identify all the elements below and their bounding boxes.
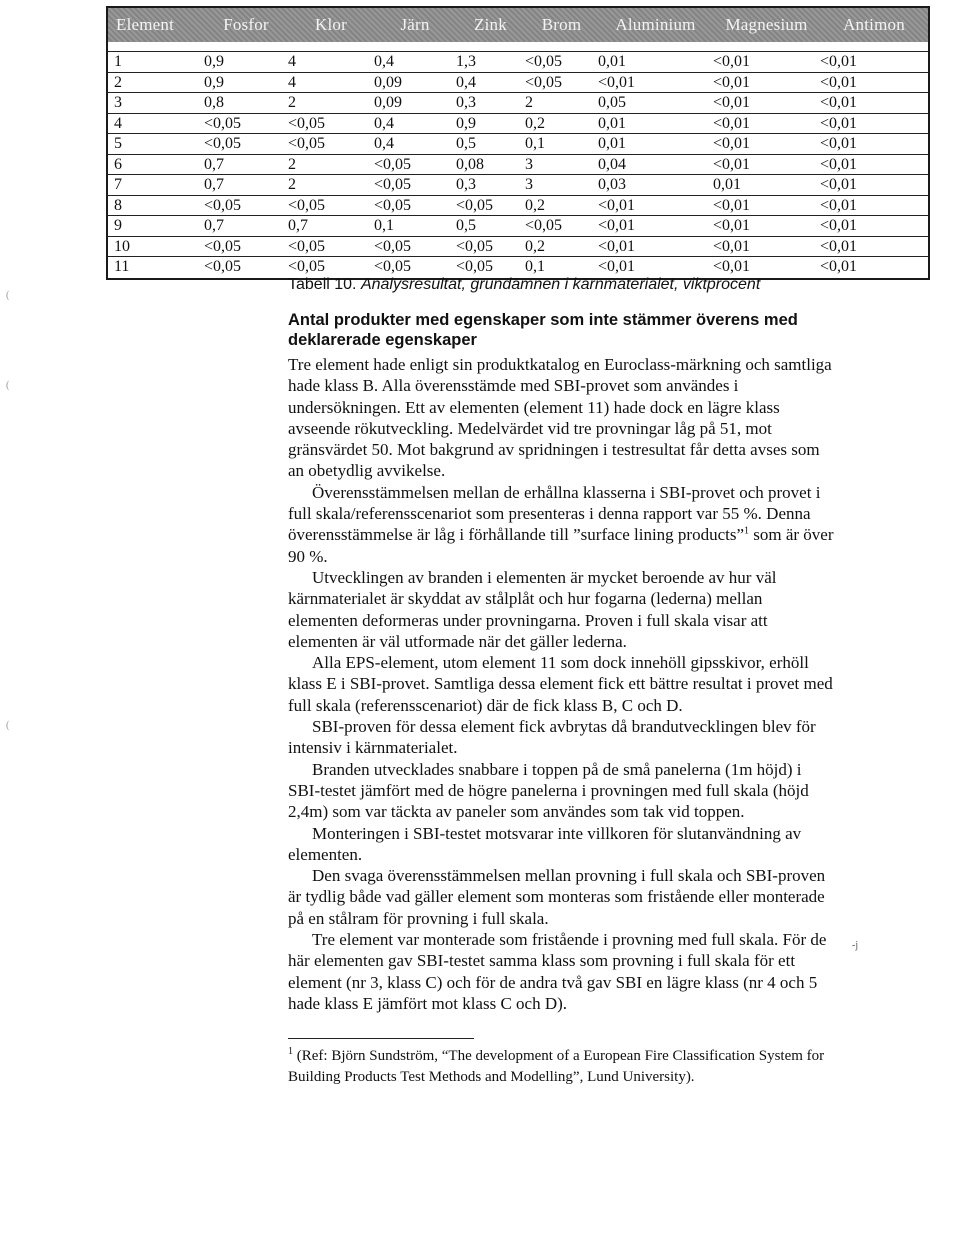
table-cell: <0,01	[820, 217, 858, 234]
table-cell: <0,05	[456, 258, 494, 275]
table-cell: 0,4	[374, 114, 394, 132]
table-cell: 4	[114, 114, 122, 132]
table-cell: <0,01	[598, 217, 636, 234]
table-cell: 2	[114, 73, 122, 91]
table-cell: <0,01	[820, 155, 858, 173]
scan-mark: (	[6, 290, 10, 301]
paragraph: Tre element var monterade som fristående i provning med full skala. För de här elementen gav SBI-testet samma klass som provning i full skala för ett element (nr 3, klass C) och för de andra två gav SBI en lägre klass (nr 4 och 5 hade klass E jämfört mot klass C och D).	[288, 930, 827, 1013]
table-cell: 1,3	[456, 53, 476, 70]
table-row	[108, 155, 928, 176]
table-cell: 1	[114, 53, 122, 70]
table-cell: 0,1	[525, 135, 545, 152]
table-cell: <0,05	[204, 135, 242, 152]
table-cell: 4	[288, 73, 296, 91]
table-row	[108, 52, 928, 73]
paragraph: Alla EPS-element, utom element 11 som dock innehöll gipsskivor, erhöll klass E i SBI-provet. Samtliga dessa element fick ett bättre resultat i provet med full skala (referensscenariot) där de fick klass B, C och D.	[288, 653, 833, 715]
table-cell: <0,05	[204, 114, 242, 132]
table-row	[108, 196, 928, 217]
footnote	[288, 1046, 848, 1088]
table-row	[108, 237, 928, 258]
table-cell: 0,3	[456, 176, 476, 193]
table-cell: <0,05	[288, 196, 326, 214]
table-cell: 4	[288, 53, 296, 70]
footnote-marker: 1	[288, 1046, 293, 1057]
table-cell: 0,9	[456, 114, 476, 132]
table-cell: <0,01	[713, 135, 751, 152]
table-cell: <0,01	[820, 176, 858, 193]
table-cell: <0,05	[374, 258, 412, 275]
table-cell: <0,01	[713, 94, 751, 111]
table-cell: <0,01	[713, 217, 751, 234]
column-header: Brom	[541, 15, 582, 34]
table-row	[108, 257, 928, 278]
table-cell: 0,01	[598, 114, 626, 132]
table-cell: <0,01	[820, 114, 858, 132]
table-cell: <0,01	[820, 94, 858, 111]
column-header: Fosfor	[223, 15, 269, 34]
table-cell: 11	[114, 258, 130, 275]
scan-mark: (	[6, 720, 10, 731]
table-cell: <0,01	[598, 258, 636, 275]
table-cell: 0,01	[598, 53, 626, 70]
caption-label: Tabell 10.	[288, 276, 357, 293]
table-cell: <0,05	[288, 237, 326, 255]
scan-mark: (	[6, 380, 10, 391]
table-cell: 2	[288, 94, 296, 111]
table-cell: <0,05	[456, 196, 494, 214]
table-row	[108, 216, 928, 237]
table-cell: 0,7	[204, 217, 224, 234]
table-cell: <0,05	[456, 237, 494, 255]
table-spacer	[108, 42, 928, 52]
paragraph: SBI-proven för dessa element fick avbrytas då brandutvecklingen blev för intensiv i kärnmaterialet.	[288, 717, 816, 758]
column-header: Klor	[315, 15, 347, 34]
paragraph: Den svaga överensstämmelsen mellan provning i full skala och SBI-proven är tydlig både vad gäller element som monteras som fristående eller monterade på en stålram för provning i full skala.	[288, 866, 826, 928]
table-cell: <0,05	[525, 73, 563, 91]
table-row	[108, 93, 928, 114]
column-header: Element	[116, 15, 175, 34]
table-cell: 0,7	[288, 217, 308, 234]
table-cell: 2	[525, 94, 533, 111]
scan-mark: -j	[852, 940, 859, 951]
table-header-row	[108, 8, 928, 42]
paragraph: Tre element hade enligt sin produktkatalog en Euroclass-märkning och samtliga hade klass B. Alla överensstämde med SBI-provet som användes i undersökningen. Ett av elementen (element 11) hade dock en lägre klass avseende rökutveckling. Medelvärdet vid tre provningar låg på 51, mot gränsvärdet 50. Mot bakgrund av spridningen i testresultat får detta avses som an obetydlig avvikelse.	[288, 355, 832, 481]
table-cell: <0,05	[525, 53, 563, 70]
table-cell: 6	[114, 155, 122, 173]
paragraph-text: som är över 90 %.	[288, 525, 834, 566]
table-cell: 0,9	[204, 73, 224, 91]
table-cell: <0,05	[288, 114, 326, 132]
table-cell: 0,3	[456, 94, 476, 111]
table-cell: <0,05	[288, 258, 326, 275]
table-cell: <0,01	[820, 196, 858, 214]
table-cell: 0,09	[374, 73, 402, 91]
table-cell: 10	[114, 237, 130, 255]
table-cell: 0,1	[374, 217, 394, 234]
table-cell: 0,03	[598, 176, 626, 193]
table-cell: 0,9	[204, 53, 224, 70]
table-cell: 0,1	[525, 258, 545, 275]
column-header: Aluminium	[615, 15, 696, 34]
footnote-reference: 1	[744, 525, 750, 537]
column-header: Järn	[400, 15, 430, 34]
table-cell: 0,5	[456, 217, 476, 234]
table-cell: 0,2	[525, 196, 545, 214]
table-cell: <0,01	[820, 53, 858, 70]
table-cell: 5	[114, 135, 122, 152]
table-cell: 3	[114, 94, 122, 111]
table-cell: <0,05	[204, 237, 242, 255]
paragraph: Branden utvecklades snabbare i toppen på de små panelerna (1m höjd) i SBI-testet jämfört med de högre panelerna i provningen med full skala (höjd 2,4m) som var täckta av paneler som användes som tak vid toppen.	[288, 759, 809, 822]
table-row	[108, 73, 928, 94]
table-cell: 0,09	[374, 94, 402, 111]
table-cell: 0,05	[598, 94, 626, 111]
table-cell: <0,01	[713, 258, 751, 275]
paragraph-text: Överensstämmelsen mellan de erhållna klasserna i SBI-provet och provet i full skala/referensscenariot som presenteras i denna rapport var 55 %. Denna överensstämmelse är låg i förhållande till ”surface lining products”	[288, 482, 821, 545]
table-cell: <0,05	[204, 258, 242, 275]
table-cell: <0,01	[820, 237, 858, 255]
table-row	[108, 114, 928, 135]
table-cell: 0,7	[204, 155, 224, 173]
table-cell: <0,05	[204, 196, 242, 214]
table-cell: <0,05	[374, 176, 412, 193]
table-cell: 3	[525, 176, 533, 193]
table-cell: 0,01	[598, 135, 626, 152]
table-cell: 0,04	[598, 155, 626, 173]
table-cell: 0,4	[456, 73, 476, 91]
table-cell: 0,7	[204, 176, 224, 193]
table-cell: <0,01	[713, 155, 751, 173]
table-cell: 0,8	[204, 94, 224, 111]
table-cell: 0,2	[525, 114, 545, 132]
analysis-table	[106, 6, 930, 280]
paragraph	[288, 482, 836, 567]
table-cell: <0,01	[598, 73, 636, 91]
table-cell: <0,01	[820, 258, 858, 275]
table-cell: <0,01	[713, 73, 751, 91]
table-cell: <0,05	[374, 196, 412, 214]
section-heading: Antal produkter med egenskaper som inte stämmer överens med deklarerade egenskaper	[288, 311, 798, 349]
table-cell: 0,2	[525, 237, 545, 255]
table-cell: <0,01	[713, 237, 751, 255]
table-cell: <0,05	[374, 155, 412, 173]
body-text	[288, 354, 836, 1014]
footnote-divider	[288, 1038, 474, 1039]
column-header: Zink	[474, 15, 507, 34]
table-cell: 0,08	[456, 155, 484, 173]
table-cell: 0,01	[713, 176, 741, 193]
table-row	[108, 134, 928, 155]
table-cell: <0,01	[713, 114, 751, 132]
table-cell: 8	[114, 196, 122, 214]
column-header: Antimon	[843, 15, 905, 34]
table-cell: 7	[114, 176, 122, 193]
table-cell: 3	[525, 155, 533, 173]
table-cell: <0,01	[598, 196, 636, 214]
table-cell: <0,01	[713, 196, 751, 214]
table-caption	[288, 276, 760, 294]
table-cell: 0,5	[456, 135, 476, 152]
footnote-text: (Ref: Björn Sundström, “The development of a European Fire Classification System for Building Products Test Methods and Modelling”, Lund University).	[288, 1048, 825, 1085]
table-cell: <0,05	[288, 135, 326, 152]
table-cell: 0,4	[374, 53, 394, 70]
table-row	[108, 175, 928, 196]
table-cell: <0,05	[374, 237, 412, 255]
paragraph: Monteringen i SBI-testet motsvarar inte villkoren för slutanvändning av elementen.	[288, 823, 802, 864]
table-cell: 9	[114, 217, 122, 234]
table-cell: <0,01	[598, 237, 636, 255]
table-cell: <0,01	[713, 53, 751, 70]
table-body	[108, 52, 928, 278]
table-cell: <0,01	[820, 135, 858, 152]
caption-text: Analysresultat, grundämnen i kärnmaterialet, viktprocent	[360, 276, 761, 293]
table-cell: 0,4	[374, 135, 394, 152]
paragraph: Utvecklingen av branden i elementen är mycket beroende av hur väl kärnmaterialet är skyddat av stålplåt och hur fogarna (lederna) mellan elementen deformeras under provningarna. Proven i full skala visar att elementen är väl utformade när det gäller lederna.	[288, 567, 777, 651]
table-cell: <0,05	[525, 217, 563, 234]
table-cell: 2	[288, 176, 296, 193]
table-cell: <0,01	[820, 73, 858, 91]
table-cell: 2	[288, 155, 296, 173]
column-header: Magnesium	[725, 15, 808, 34]
